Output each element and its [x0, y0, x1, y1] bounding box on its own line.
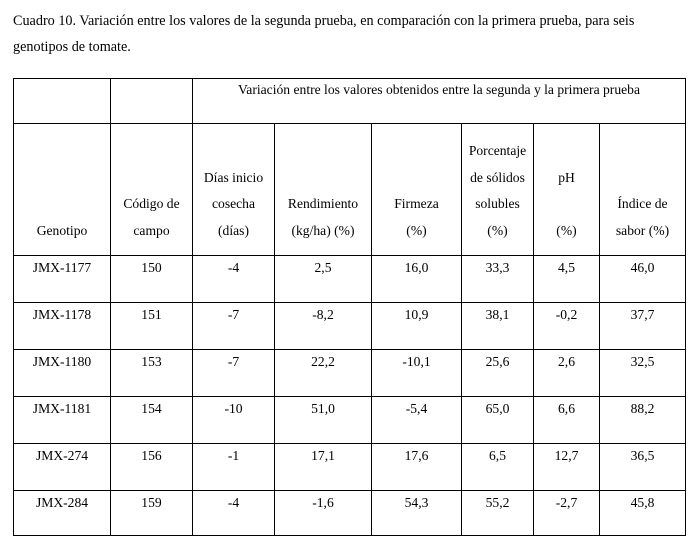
column-header-line: solubles	[475, 196, 520, 211]
column-header-line: sabor (%)	[615, 222, 670, 238]
table-row	[14, 256, 686, 303]
column-header-line: Rendimiento	[287, 196, 359, 211]
table-cell: JMX-274	[14, 444, 111, 491]
table-cell: 65,0	[462, 397, 534, 444]
table-row	[14, 350, 686, 397]
table-row	[14, 444, 686, 491]
table-cell: 25,6	[462, 350, 534, 397]
table-cell: 151	[111, 303, 193, 350]
table-body	[14, 79, 686, 536]
table-cell: -1	[193, 444, 275, 491]
group-header-row	[14, 79, 686, 124]
table-row	[14, 397, 686, 444]
table-cell: 51,0	[275, 397, 372, 444]
table-cell: JMX-1178	[14, 303, 111, 350]
table-cell: -7	[193, 350, 275, 397]
table-caption	[13, 8, 689, 60]
empty-header-cell	[111, 79, 193, 124]
column-header	[111, 124, 193, 256]
table-cell: -8,2	[275, 303, 372, 350]
column-header-line: Código de	[123, 196, 180, 211]
table-cell: 2,5	[275, 256, 372, 303]
table-cell: -4	[193, 256, 275, 303]
column-header-line: Firmeza	[394, 196, 439, 211]
table-cell: 154	[111, 397, 193, 444]
column-header-line: Genotipo	[36, 222, 88, 238]
column-header	[275, 124, 372, 256]
table-cell: 88,2	[600, 397, 686, 444]
column-header-line	[534, 191, 599, 218]
table-cell: 6,5	[462, 444, 534, 491]
table-cell: 150	[111, 256, 193, 303]
table-cell: 54,3	[372, 491, 462, 536]
table-cell: -4	[193, 491, 275, 536]
table-cell: JMX-1181	[14, 397, 111, 444]
table-cell: JMX-1177	[14, 256, 111, 303]
table-cell: 36,5	[600, 444, 686, 491]
table-cell: 46,0	[600, 256, 686, 303]
column-header-line: Índice de	[617, 196, 668, 211]
table-cell: 22,2	[275, 350, 372, 397]
column-header-row	[14, 124, 686, 256]
column-header-line: Porcentaje	[468, 143, 527, 158]
table-cell: -0,2	[534, 303, 600, 350]
table-cell: 33,3	[462, 256, 534, 303]
table-cell: 10,9	[372, 303, 462, 350]
column-header-line: (%)	[556, 222, 577, 238]
column-header-line: campo	[133, 222, 170, 238]
column-header-line: (kg/ha) (%)	[291, 222, 355, 238]
table-cell: 159	[111, 491, 193, 536]
table-cell: -1,6	[275, 491, 372, 536]
column-header	[193, 124, 275, 256]
table-row	[14, 303, 686, 350]
column-header-line: cosecha	[211, 196, 256, 211]
table-cell: 153	[111, 350, 193, 397]
column-header	[372, 124, 462, 256]
column-header-line: Días inicio	[203, 169, 264, 185]
column-header-line: (días)	[218, 222, 249, 238]
table-cell: 156	[111, 444, 193, 491]
column-header-line: (%)	[487, 222, 508, 238]
table-cell: 12,7	[534, 444, 600, 491]
table-row	[14, 491, 686, 536]
table-cell: -2,7	[534, 491, 600, 536]
column-header	[534, 124, 600, 256]
column-header-line: pH	[558, 169, 575, 185]
table-cell: 6,6	[534, 397, 600, 444]
table-cell: 45,8	[600, 491, 686, 536]
caption-line-1: Cuadro 10. Variación entre los valores de la segunda prueba, en comparación con la primera prueba, para seis	[13, 13, 635, 29]
caption-line-2: genotipos de tomate.	[13, 39, 131, 55]
table-cell: -7	[193, 303, 275, 350]
table-cell: -5,4	[372, 397, 462, 444]
table-cell: JMX-284	[14, 491, 111, 536]
table-cell: 17,6	[372, 444, 462, 491]
table-cell: -10,1	[372, 350, 462, 397]
table-cell: 17,1	[275, 444, 372, 491]
column-header	[600, 124, 686, 256]
table-cell: -10	[193, 397, 275, 444]
table-cell: 55,2	[462, 491, 534, 536]
table-cell: 37,7	[600, 303, 686, 350]
table-cell: 2,6	[534, 350, 600, 397]
table-cell: JMX-1180	[14, 350, 111, 397]
results-table	[13, 78, 686, 536]
column-header-line: (%)	[406, 222, 427, 238]
column-header	[14, 124, 111, 256]
empty-header-cell	[14, 79, 111, 124]
table-cell: 4,5	[534, 256, 600, 303]
table-cell: 38,1	[462, 303, 534, 350]
column-header-line: de sólidos	[470, 169, 525, 185]
table-cell: 16,0	[372, 256, 462, 303]
column-header	[462, 124, 534, 256]
group-header: Variación entre los valores obtenidos entre la segunda y la primera prueba	[193, 79, 686, 124]
table-cell: 32,5	[600, 350, 686, 397]
